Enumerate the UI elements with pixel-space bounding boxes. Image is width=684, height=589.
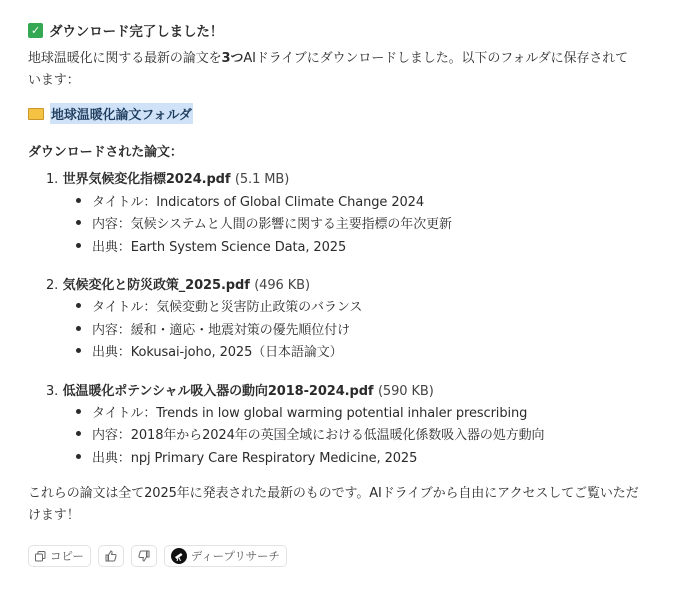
checkmark-icon: ✓	[28, 23, 43, 38]
bullet-dot	[76, 220, 81, 225]
paper-detail	[76, 447, 417, 466]
bullet-dot	[76, 303, 81, 308]
paper-number: 3.	[46, 384, 59, 399]
paper-detail	[76, 236, 346, 255]
paper-title-row	[46, 380, 434, 399]
copy-icon	[35, 551, 46, 562]
paper-filename: 世界気候変化指標2024.pdf	[62, 172, 231, 187]
detail-text: 内容：気候システムと人間の影響に関する主要指標の年次更新	[92, 217, 452, 232]
intro-count: 3つ	[221, 51, 244, 66]
paper-detail	[76, 296, 362, 315]
intro-text-a: 地球温暖化に関する最新の論文を	[28, 51, 222, 66]
paper-detail	[76, 319, 350, 338]
folder-icon	[28, 108, 44, 120]
copy-label: コピー	[50, 549, 84, 563]
bullet-dot	[76, 348, 81, 353]
paper-size: (5.1 MB)	[234, 172, 290, 187]
folder-link[interactable]	[28, 103, 193, 124]
paper-size: (590 KB)	[377, 384, 434, 399]
bullet-dot	[76, 198, 81, 203]
message-title-row	[28, 20, 223, 40]
detail-text: 内容：2018年から2024年の英国全域における低温暖化係数吸入器の処方動向	[92, 428, 545, 443]
paper-filename: 気候変化と防災政策_2025.pdf	[62, 278, 250, 293]
paper-detail	[76, 341, 343, 360]
thumbs-down-icon	[138, 550, 150, 562]
outro-paragraph: これらの論文は全て2025年に発表された最新のものです。AIドライブから自由にアクセスしてご覧いただけます！	[28, 486, 639, 523]
detail-text: タイトル：Indicators of Global Climate Change 2024	[92, 195, 425, 210]
dislike-button[interactable]	[131, 545, 157, 567]
bullet-dot	[76, 409, 81, 414]
detail-text: 内容：緩和・適応・地震対策の優先順位付け	[92, 323, 351, 338]
message-title: ダウンロード完了しました！	[49, 24, 224, 40]
paper-detail	[76, 402, 527, 421]
deep-research-button[interactable]	[164, 545, 287, 567]
paper-number: 1.	[46, 172, 59, 187]
like-button[interactable]	[98, 545, 124, 567]
paper-title-row	[46, 274, 310, 293]
intro-paragraph	[28, 48, 638, 92]
detail-text: 出典：npj Primary Care Respiratory Medicine, 2025	[92, 451, 418, 466]
paper-detail	[76, 424, 544, 443]
thumbs-up-icon	[105, 550, 117, 562]
bullet-dot	[76, 326, 81, 331]
paper-size: (496 KB)	[254, 278, 310, 293]
detail-text: タイトル：気候変動と災害防止政策のバランス	[92, 300, 363, 315]
intro-text-b: AIドライブにダウンロードしました。以下のフォルダに保存されています：	[28, 51, 629, 88]
telescope-icon	[171, 548, 187, 564]
deep-research-label: ディープリサーチ	[190, 549, 280, 563]
detail-text: 出典：Earth System Science Data, 2025	[92, 240, 347, 255]
paper-detail	[76, 213, 452, 232]
detail-text: タイトル：Trends in low global warming potential inhaler prescribing	[92, 406, 528, 421]
copy-button[interactable]	[28, 545, 91, 567]
paper-detail	[76, 191, 424, 210]
bullet-dot	[76, 431, 81, 436]
folder-name[interactable]: 地球温暖化論文フォルダ	[50, 103, 193, 124]
bullet-dot	[76, 243, 81, 248]
section-heading: ダウンロードされた論文：	[28, 145, 183, 160]
bullet-dot	[76, 454, 81, 459]
message-actions	[28, 545, 287, 567]
paper-title-row	[46, 168, 289, 187]
paper-number: 2.	[46, 278, 59, 293]
paper-filename: 低温暖化ポテンシャル吸入器の動向2018-2024.pdf	[62, 384, 374, 399]
detail-text: 出典：Kokusai-joho, 2025（日本語論文）	[92, 345, 343, 360]
